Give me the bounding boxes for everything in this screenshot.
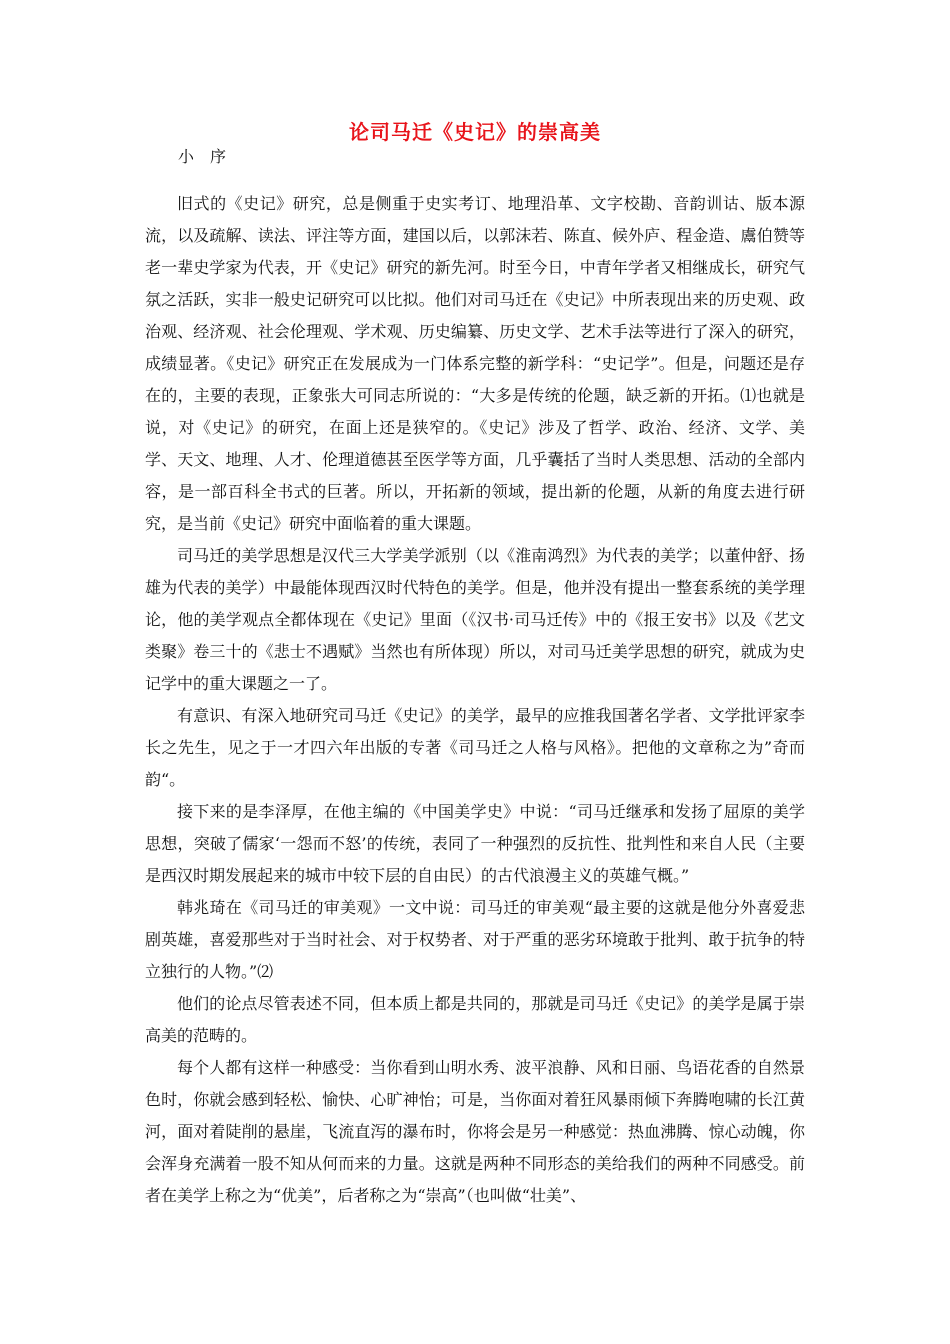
paragraph: 接下来的是李泽厚，在他主编的《中国美学史》中说：“司马迁继承和发扬了屈原的美学思想，突破了儒家‘一怨而不怒’的传统，表同了一种强烈的反抗性、批判性和来自人民（主要是西汉时期发展起来的城市中较下层的自由民）的古代浪漫主义的英雄气概。”	[145, 802, 805, 885]
section-subtitle: 小序	[178, 147, 243, 166]
document-title: 论司马迁《史记》的崇高美	[349, 120, 601, 144]
paragraph: 韩兆琦在《司马迁的审美观》一文中说：司马迁的审美观“最主要的这就是他分外喜爱悲剧英雄，喜爱那些对于当时社会、对于权势者、对于严重的恶劣环境敢于批判、敢于抗争的特立独行的人物。”⑵	[145, 898, 805, 981]
paragraph: 有意识、有深入地研究司马迁《史记》的美学，最早的应推我国著名学者、文学批评家李长之先生，见之于一才四六年出版的专著《司马迁之人格与风格》。把他的文章称之为”奇而韵“。	[145, 706, 805, 789]
paragraph: 司马迁的美学思想是汉代三大学美学派别（以《淮南鸿烈》为代表的美学；以董仲舒、扬雄为代表的美学）中最能体现西汉时代特色的美学。但是，他并没有提出一整套系统的美学理论，他的美学观点全都体现在《史记》里面（《汉书·司马迁传》中的《报王安书》以及《艺文类聚》卷三十的《悲士不遇赋》当然也有所体现）所以，对司马迁美学思想的研究，就成为史记学中的重大课题之一了。	[145, 546, 805, 693]
document-body	[145, 188, 805, 1212]
paragraph: 他们的论点尽管表述不同，但本质上都是共同的，那就是司马迁《史记》的美学是属于崇高美的范畴的。	[145, 994, 805, 1045]
paragraph: 每个人都有这样一种感受：当你看到山明水秀、波平浪静、风和日丽、鸟语花香的自然景色时，你就会感到轻松、愉快、心旷神怡；可是，当你面对着狂风暴雨倾下奔腾咆啸的长江黄河，面对着陡削的悬崖，飞流直泻的瀑布时，你将会是另一种感觉：热血沸腾、惊心动魄，你会浑身充满着一股不知从何而来的力量。这就是两种不同形态的美给我们的两种不同感受。前者在美学上称之为“优美”，后者称之为“崇高”（也叫做“壮美”、	[145, 1058, 805, 1205]
paragraph: 旧式的《史记》研究，总是侧重于史实考订、地理沿革、文字校勘、音韵训诂、版本源流，以及疏解、读法、评注等方面，建国以后，以郭沫若、陈直、候外庐、程金造、鬳伯赞等老一辈史学家为代表，开《史记》研究的新先河。时至今日，中青年学者又相继成长，研究气氛之活跃，实非一般史记研究可以比拟。他们对司马迁在《史记》中所表现出来的历史观、政治观、经济观、社会伦理观、学术观、历史编纂、历史文学、艺术手法等进行了深入的研究，成绩显著。《史记》研究正在发展成为一门体系完整的新学科：“史记学”。但是，问题还是存在的，主要的表现，正象张大可同志所说的：“大多是传统的伦题，缺乏新的开拓。⑴也就是说，对《史记》的研究，在面上还是狭窄的。《史记》涉及了哲学、政治、经济、文学、美学、天文、地理、人才、伦理道德甚至医学等方面，几乎囊括了当时人类思想、活动的全部内容，是一部百科全书式的巨著。所以，开拓新的领域，提出新的伦题，从新的角度去进行研究，是当前《史记》研究中面临着的重大课题。	[145, 194, 805, 533]
